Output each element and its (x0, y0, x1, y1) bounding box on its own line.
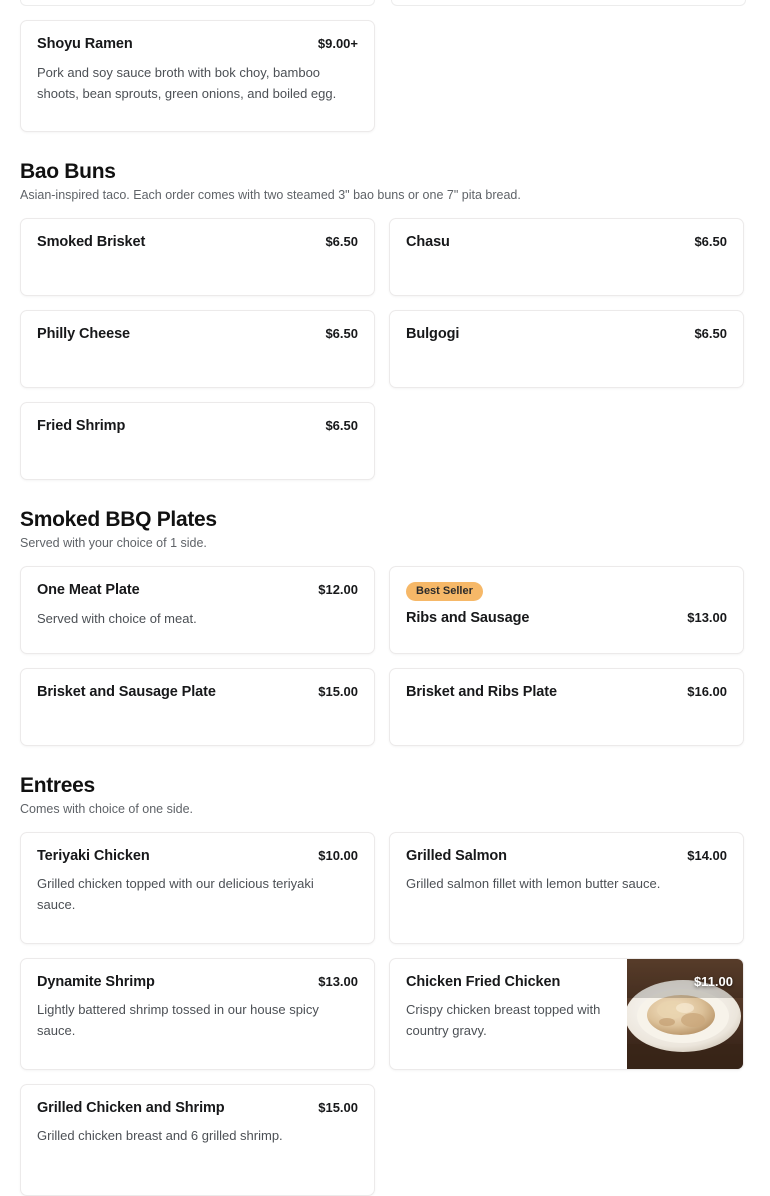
menu-item-card[interactable] (20, 402, 375, 480)
menu-item-name: Smoked Brisket (37, 233, 146, 250)
menu-item-name: Grilled Salmon (406, 847, 507, 864)
menu-item-description: Grilled salmon fillet with lemon butter sauce. (406, 876, 661, 892)
menu-item-name: Teriyaki Chicken (37, 847, 150, 864)
menu-item-price: $15.00 (318, 683, 358, 699)
menu-item-card[interactable] (389, 566, 744, 654)
menu-item-name: Brisket and Sausage Plate (37, 683, 216, 700)
menu-item-name: Fried Shrimp (37, 417, 126, 434)
section-title: Bao Buns (20, 160, 116, 183)
menu-item-name: Shoyu Ramen (37, 36, 133, 52)
menu-item-price: $9.00+ (317, 36, 358, 51)
clipped-card-right[interactable] (391, 0, 746, 6)
menu-item-card[interactable] (20, 310, 375, 388)
section-items-grid (20, 218, 750, 480)
menu-item-name: One Meat Plate (37, 581, 140, 598)
menu-item-price: $6.50 (325, 325, 358, 341)
menu-item-card[interactable] (389, 310, 744, 388)
menu-item-name: Bulgogi (406, 325, 460, 342)
section-bao-buns (20, 160, 750, 480)
menu-item-card[interactable] (389, 668, 744, 746)
menu-item-description: Served with choice of meat. (37, 610, 197, 626)
menu-item-description: Pork and soy sauce broth with bok choy, bamboo shoots, bean sprouts, green onions, and boiled egg. (37, 64, 337, 101)
menu-item-card[interactable] (20, 958, 375, 1070)
menu-item-price: $11.00 (693, 973, 733, 989)
menu-item-card[interactable] (20, 1084, 375, 1196)
menu-item-description: Grilled chicken topped with our delicious teriyaki sauce. (37, 876, 314, 913)
menu-item-card[interactable] (389, 958, 744, 1070)
menu-item-price: $6.50 (325, 417, 358, 433)
menu-item-card[interactable] (20, 668, 375, 746)
menu-item-price: $6.50 (694, 325, 727, 341)
menu-item-card[interactable] (20, 566, 375, 654)
menu-item-card[interactable] (20, 832, 375, 944)
menu-item-price: $12.00 (318, 581, 358, 597)
section-items-grid (20, 832, 750, 1196)
menu-item-price: $15.00 (318, 1099, 358, 1115)
section-items-grid (20, 566, 750, 746)
section-smoked-bbq-plates (20, 508, 750, 746)
clipped-cards-row (20, 0, 750, 6)
status-badge: Best Seller (406, 582, 483, 601)
menu-item-price: $6.50 (325, 233, 358, 249)
menu-item-description: Crispy chicken breast topped with country gravy. (406, 1002, 601, 1039)
section-entrees (20, 774, 750, 1196)
menu-item-name: Ribs and Sausage (406, 609, 530, 626)
menu-item-header (37, 35, 358, 54)
menu-item-price: $13.00 (318, 973, 358, 989)
menu-item-price: $13.00 (687, 609, 727, 625)
menu-item-price: $14.00 (687, 847, 727, 863)
menu-item-description: Grilled chicken breast and 6 grilled shrimp. (37, 1128, 283, 1144)
menu-item-price: $16.00 (687, 683, 727, 699)
menu-item-name: Grilled Chicken and Shrimp (37, 1099, 225, 1116)
menu-item-name: Brisket and Ribs Plate (406, 683, 557, 700)
menu-item-price: $10.00 (318, 847, 358, 863)
section-subtitle: Asian-inspired taco. Each order comes with two steamed 3" bao buns or one 7" pita bread. (20, 188, 521, 202)
section-title: Smoked BBQ Plates (20, 507, 217, 531)
menu-item-card[interactable] (389, 832, 744, 944)
ramen-row (20, 20, 750, 132)
section-title: Entrees (20, 773, 95, 797)
menu-item-description: Lightly battered shrimp tossed in our house spicy sauce. (37, 1002, 319, 1039)
menu-item-card[interactable] (20, 218, 375, 296)
menu-item-card[interactable] (20, 20, 375, 132)
clipped-card-left[interactable] (20, 0, 375, 6)
menu-item-name: Chasu (406, 233, 450, 250)
menu-item-name: Philly Cheese (37, 325, 130, 342)
menu-item-name: Chicken Fried Chicken (406, 973, 561, 990)
section-subtitle: Comes with choice of one side. (20, 801, 194, 816)
menu-item-card[interactable] (389, 218, 744, 296)
menu-item-name: Dynamite Shrimp (37, 973, 155, 990)
menu-item-price: $6.50 (694, 233, 727, 249)
section-subtitle: Served with your choice of 1 side. (20, 535, 207, 550)
